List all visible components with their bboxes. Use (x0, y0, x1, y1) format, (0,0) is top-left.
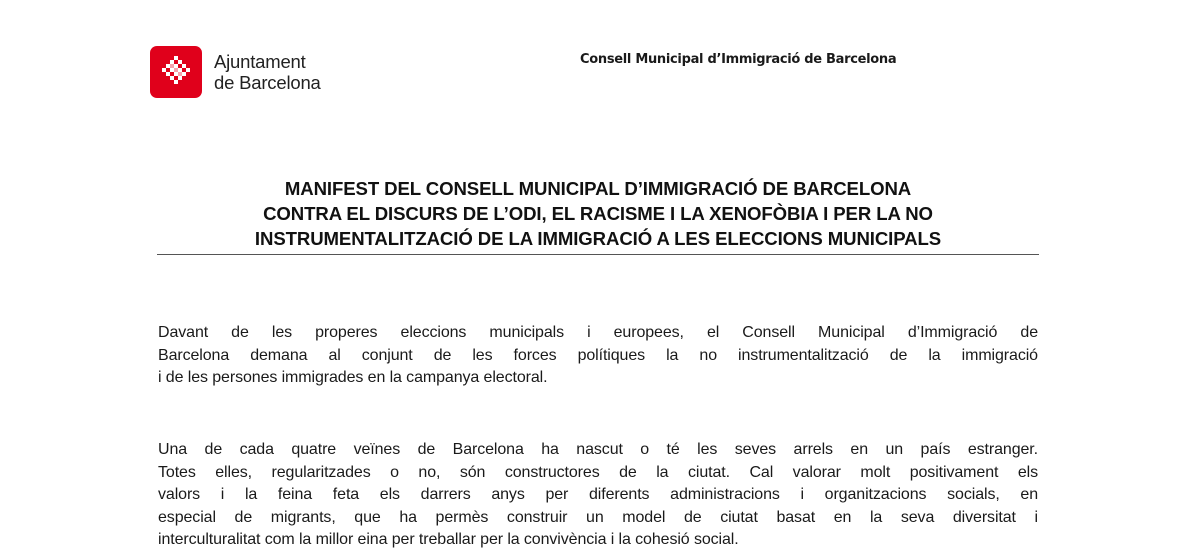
paragraph-line: especial de migrants, que ha permès construir un model de ciutat basat en la seva diversitat i (158, 508, 1038, 526)
title-line: INSTRUMENTALITZACIÓ DE LA IMMIGRACIÓ A LES ELECCIONS MUNICIPALS (254, 228, 942, 249)
paragraph-line: Una de cada quatre veïnes de Barcelona ha nascut o té les seves arrels en un país estranger. (158, 441, 1038, 458)
paragraph-2 (158, 439, 1038, 552)
paragraph-line: interculturalitat com la millor eina per treballar per la convivència i la cohesió social. (158, 531, 739, 548)
title-line: MANIFEST DEL CONSELL MUNICIPAL D’IMMIGRACIÓ DE BARCELONA (284, 178, 912, 199)
logo-line-2: de Barcelona (214, 72, 321, 93)
title-divider (157, 254, 1039, 255)
paragraph-line: i de les persones immigrades en la campanya electoral. (158, 369, 548, 386)
paragraph-line: valors i la feina feta els darrers anys per diferents administracions i organitzacions socials, en (158, 486, 1038, 503)
coat-of-arms-symbol (159, 55, 193, 89)
header-organization: Consell Municipal d’Immigració de Barcelona (580, 52, 897, 67)
paragraph-line: Totes elles, regularitzades o no, són constructores de la ciutat. Cal valorar molt positivament els (158, 463, 1038, 481)
paragraph-line: Davant de les properes eleccions municipals i europees, el Consell Municipal d’Immigració de (158, 324, 1038, 341)
document-title (157, 176, 1039, 251)
ajuntament-logo (150, 46, 321, 98)
barcelona-coat-of-arms-icon (150, 46, 202, 98)
paragraph-line: Barcelona demana al conjunt de les forces polítiques la no instrumentalització de la immigració (158, 346, 1038, 364)
logo-line-1: Ajuntament (214, 51, 306, 72)
logo-wordmark (214, 51, 321, 93)
paragraph-1 (158, 322, 1038, 390)
title-line: CONTRA EL DISCURS DE L’ODI, EL RACISME I LA XENOFÒBIA I PER LA NO (263, 203, 933, 224)
